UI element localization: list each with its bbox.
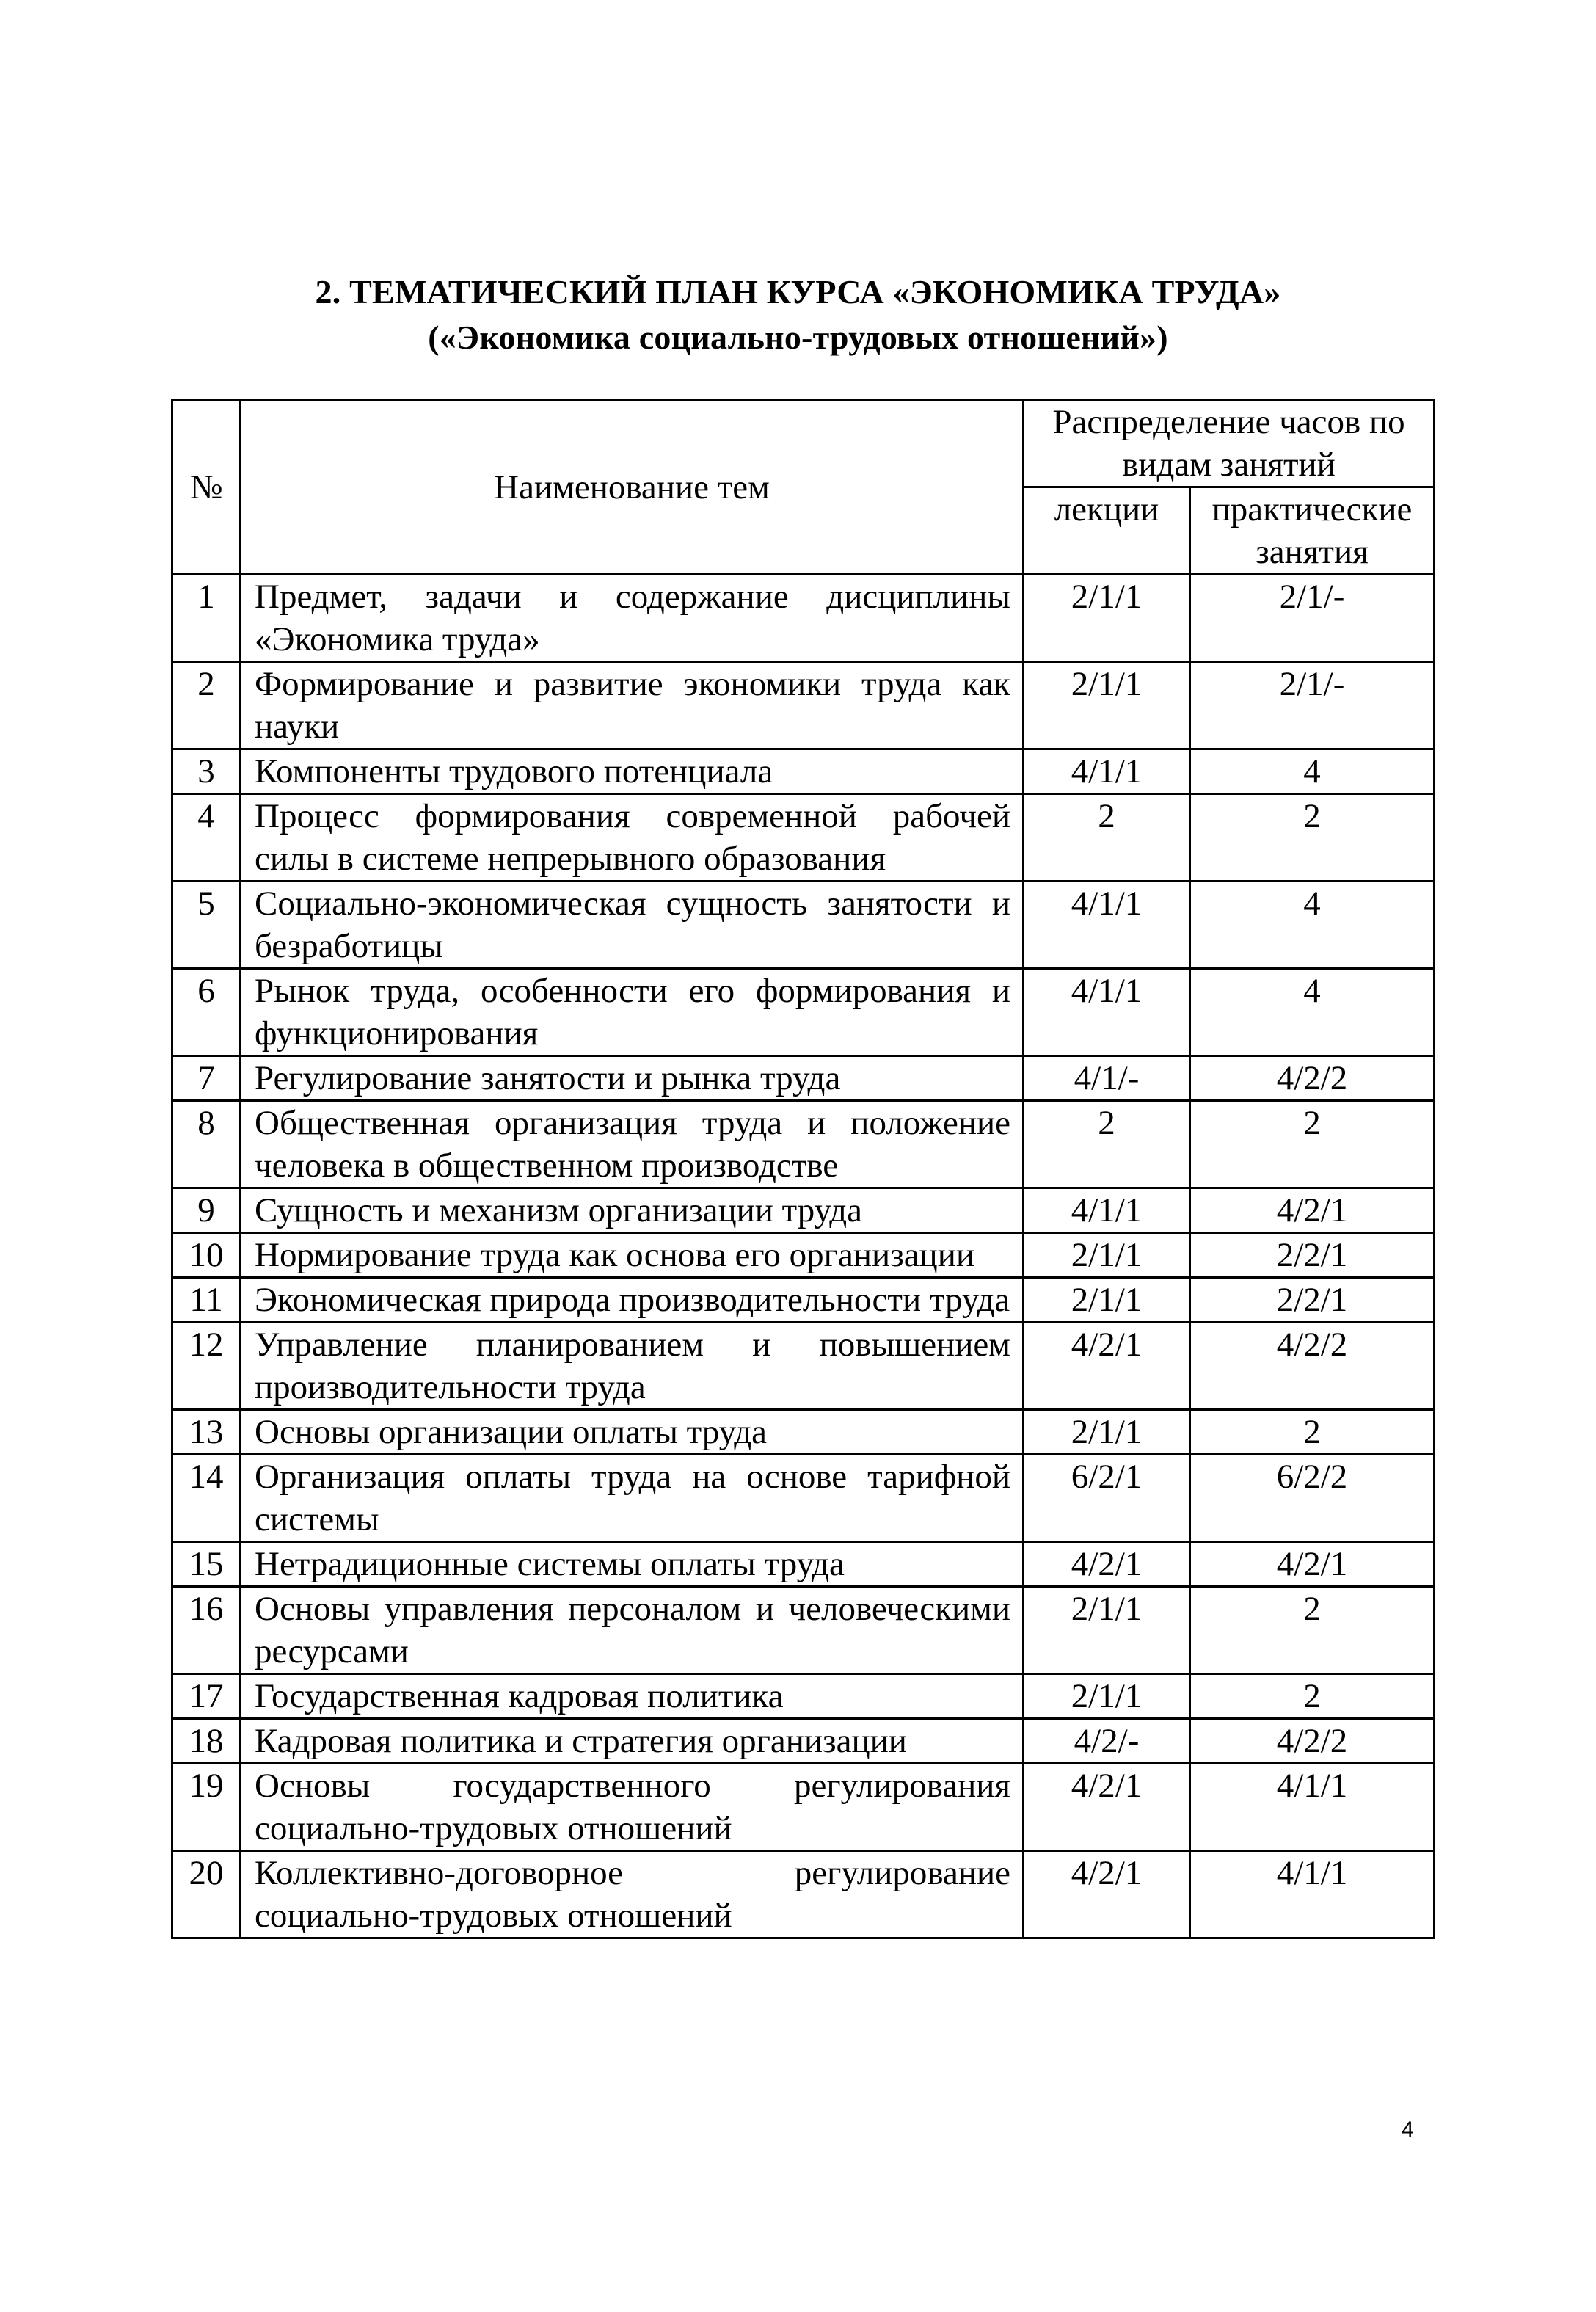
row-topic: Процесс формирования современной рабочей силы в системе непрерывного образования (241, 794, 1024, 881)
row-lectures-hours: 4/2/1 (1024, 1542, 1190, 1587)
row-topic: Организация оплаты труда на основе тарифной системы (241, 1455, 1024, 1542)
table-row (172, 1056, 1435, 1101)
table-row (172, 1719, 1435, 1764)
table-header (172, 400, 1435, 575)
row-lectures-hours: 4/2/1 (1024, 1764, 1190, 1851)
row-practice-hours: 2/2/1 (1190, 1278, 1435, 1323)
row-practice-hours: 4/2/2 (1190, 1323, 1435, 1410)
row-lectures-hours: 4/1/1 (1024, 881, 1190, 969)
table-row (172, 1587, 1435, 1674)
table-row (172, 1674, 1435, 1719)
row-practice-hours: 2/1/- (1190, 575, 1435, 662)
row-lectures-hours: 6/2/1 (1024, 1455, 1190, 1542)
document-title (0, 270, 1596, 360)
row-topic: Общественная организация труда и положение человека в общественном производстве (241, 1101, 1024, 1188)
row-topic: Рынок труда, особенности его формирования и функционирования (241, 969, 1024, 1056)
row-number: 1 (172, 575, 241, 662)
table-row (172, 1323, 1435, 1410)
row-topic: Основы государственного регулирования социально-трудовых отношений (241, 1764, 1024, 1851)
row-topic: Управление планированием и повышением производительности труда (241, 1323, 1024, 1410)
row-number: 11 (172, 1278, 241, 1323)
table-row (172, 749, 1435, 794)
table-body (172, 575, 1435, 1938)
row-number: 3 (172, 749, 241, 794)
row-lectures-hours: 2 (1024, 1101, 1190, 1188)
row-practice-hours: 4 (1190, 969, 1435, 1056)
row-number: 14 (172, 1455, 241, 1542)
row-practice-hours: 4/2/1 (1190, 1542, 1435, 1587)
row-practice-hours: 2 (1190, 794, 1435, 881)
row-topic: Кадровая политика и стратегия организации (241, 1719, 1024, 1764)
row-practice-hours: 2/1/- (1190, 662, 1435, 749)
row-practice-hours: 4/1/1 (1190, 1764, 1435, 1851)
row-practice-hours: 4 (1190, 881, 1435, 969)
row-number: 12 (172, 1323, 241, 1410)
row-lectures-hours: 2/1/1 (1024, 1410, 1190, 1455)
row-lectures-hours: 4/1/- (1024, 1056, 1190, 1101)
row-lectures-hours: 2/1/1 (1024, 575, 1190, 662)
header-lectures: лекции (1024, 487, 1190, 575)
table-row (172, 881, 1435, 969)
row-practice-hours: 2 (1190, 1410, 1435, 1455)
title-line-main: 2. ТЕМАТИЧЕСКИЙ ПЛАН КУРСА «ЭКОНОМИКА ТРУДА» (315, 273, 1281, 310)
row-lectures-hours: 4/2/1 (1024, 1323, 1190, 1410)
table-row (172, 794, 1435, 881)
row-number: 4 (172, 794, 241, 881)
row-topic: Основы организации оплаты труда (241, 1410, 1024, 1455)
header-distribution: Распределение часов по видам занятий (1024, 400, 1435, 487)
row-practice-hours: 4/2/1 (1190, 1188, 1435, 1233)
row-lectures-hours: 4/2/1 (1024, 1851, 1190, 1938)
row-practice-hours: 2 (1190, 1101, 1435, 1188)
row-lectures-hours: 4/1/1 (1024, 969, 1190, 1056)
row-number: 19 (172, 1764, 241, 1851)
row-practice-hours: 2/2/1 (1190, 1233, 1435, 1278)
table-row (172, 1410, 1435, 1455)
row-lectures-hours: 2/1/1 (1024, 1278, 1190, 1323)
header-topic: Наименование тем (241, 400, 1024, 575)
table-row (172, 662, 1435, 749)
table-row (172, 1542, 1435, 1587)
thematic-plan-table (171, 399, 1435, 1939)
table-row (172, 1764, 1435, 1851)
row-lectures-hours: 2/1/1 (1024, 662, 1190, 749)
row-practice-hours: 6/2/2 (1190, 1455, 1435, 1542)
row-number: 6 (172, 969, 241, 1056)
header-row-1 (172, 400, 1435, 487)
row-number: 17 (172, 1674, 241, 1719)
row-topic: Основы управления персоналом и человеческими ресурсами (241, 1587, 1024, 1674)
header-practice: практические занятия (1190, 487, 1435, 575)
row-topic: Формирование и развитие экономики труда как науки (241, 662, 1024, 749)
row-topic: Государственная кадровая политика (241, 1674, 1024, 1719)
table-row (172, 1851, 1435, 1938)
row-lectures-hours: 2/1/1 (1024, 1674, 1190, 1719)
row-topic: Нормирование труда как основа его организации (241, 1233, 1024, 1278)
row-lectures-hours: 2/1/1 (1024, 1587, 1190, 1674)
table-row (172, 575, 1435, 662)
row-lectures-hours: 2 (1024, 794, 1190, 881)
row-number: 8 (172, 1101, 241, 1188)
table-row (172, 969, 1435, 1056)
table-row (172, 1101, 1435, 1188)
row-practice-hours: 4/1/1 (1190, 1851, 1435, 1938)
row-number: 7 (172, 1056, 241, 1101)
table-row (172, 1278, 1435, 1323)
row-lectures-hours: 4/1/1 (1024, 749, 1190, 794)
row-number: 15 (172, 1542, 241, 1587)
page-number: 4 (1402, 2117, 1414, 2142)
row-topic: Сущность и механизм организации труда (241, 1188, 1024, 1233)
header-num: № (172, 400, 241, 575)
row-number: 18 (172, 1719, 241, 1764)
title-line-subtitle: («Экономика социально-трудовых отношений») (428, 319, 1168, 356)
row-number: 10 (172, 1233, 241, 1278)
row-topic: Коллективно-договорное регулирование социально-трудовых отношений (241, 1851, 1024, 1938)
table-row (172, 1455, 1435, 1542)
row-topic: Социально-экономическая сущность занятости и безработицы (241, 881, 1024, 969)
row-practice-hours: 4/2/2 (1190, 1719, 1435, 1764)
row-practice-hours: 2 (1190, 1674, 1435, 1719)
row-topic: Нетрадиционные системы оплаты труда (241, 1542, 1024, 1587)
table-row (172, 1188, 1435, 1233)
row-practice-hours: 4/2/2 (1190, 1056, 1435, 1101)
row-practice-hours: 2 (1190, 1587, 1435, 1674)
row-topic: Компоненты трудового потенциала (241, 749, 1024, 794)
row-practice-hours: 4 (1190, 749, 1435, 794)
row-topic: Регулирование занятости и рынка труда (241, 1056, 1024, 1101)
row-number: 16 (172, 1587, 241, 1674)
row-number: 2 (172, 662, 241, 749)
row-lectures-hours: 4/1/1 (1024, 1188, 1190, 1233)
row-topic: Предмет, задачи и содержание дисциплины «Экономика труда» (241, 575, 1024, 662)
table-row (172, 1233, 1435, 1278)
row-number: 20 (172, 1851, 241, 1938)
row-lectures-hours: 4/2/- (1024, 1719, 1190, 1764)
row-number: 13 (172, 1410, 241, 1455)
row-topic: Экономическая природа производительности труда (241, 1278, 1024, 1323)
row-number: 9 (172, 1188, 241, 1233)
row-number: 5 (172, 881, 241, 969)
row-lectures-hours: 2/1/1 (1024, 1233, 1190, 1278)
